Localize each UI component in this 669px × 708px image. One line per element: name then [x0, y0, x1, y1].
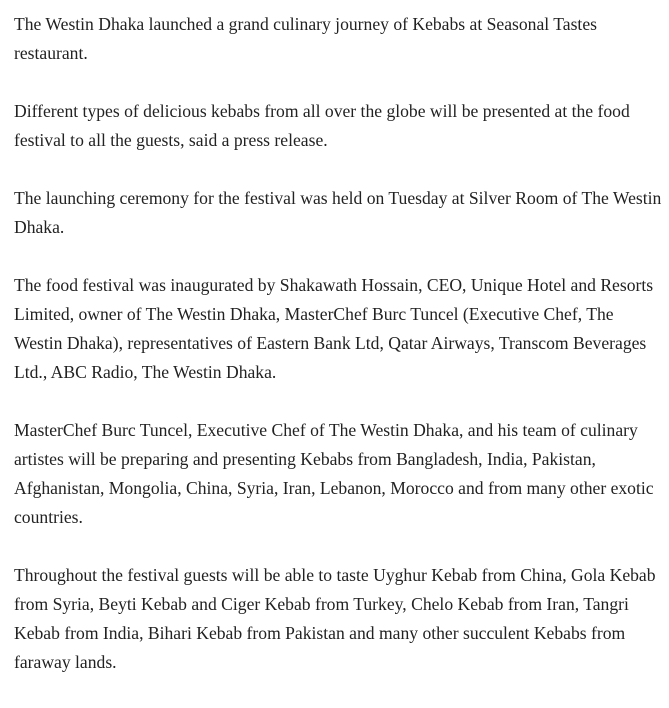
article-paragraph: The launching ceremony for the festival was held on Tuesday at Silver Room of The Westin Dhaka.	[14, 188, 662, 237]
article-paragraph: Different types of delicious kebabs from all over the globe will be presented at the food festival to all the guests, said a press release.	[14, 101, 630, 150]
article-paragraph: MasterChef Burc Tuncel, Executive Chef of The Westin Dhaka, and his team of culinary artistes will be preparing and presenting Kebabs from Bangladesh, India, Pakistan, Afghanistan, Mongolia, China, Syria, Iran, Lebanon, Morocco and from many other exotic countries.	[14, 420, 654, 527]
article-paragraph: The Westin Dhaka launched a grand culinary journey of Kebabs at Seasonal Tastes restaurant.	[14, 14, 597, 63]
article-paragraph: Throughout the festival guests will be able to taste Uyghur Kebab from China, Gola Kebab from Syria, Beyti Kebab and Ciger Kebab from Turkey, Chelo Kebab from Iran, Tangri Kebab from India, Bihari Kebab from Pakistan and many other succulent Kebabs from faraway lands.	[14, 565, 656, 672]
article-paragraph: The food festival was inaugurated by Shakawath Hossain, CEO, Unique Hotel and Resorts Limited, owner of The Westin Dhaka, MasterChef Burc Tuncel (Executive Chef, The Westin Dhaka), representatives of Eastern Bank Ltd, Qatar Airways, Transcom Beverages Ltd., ABC Radio, The Westin Dhaka.	[14, 275, 654, 382]
